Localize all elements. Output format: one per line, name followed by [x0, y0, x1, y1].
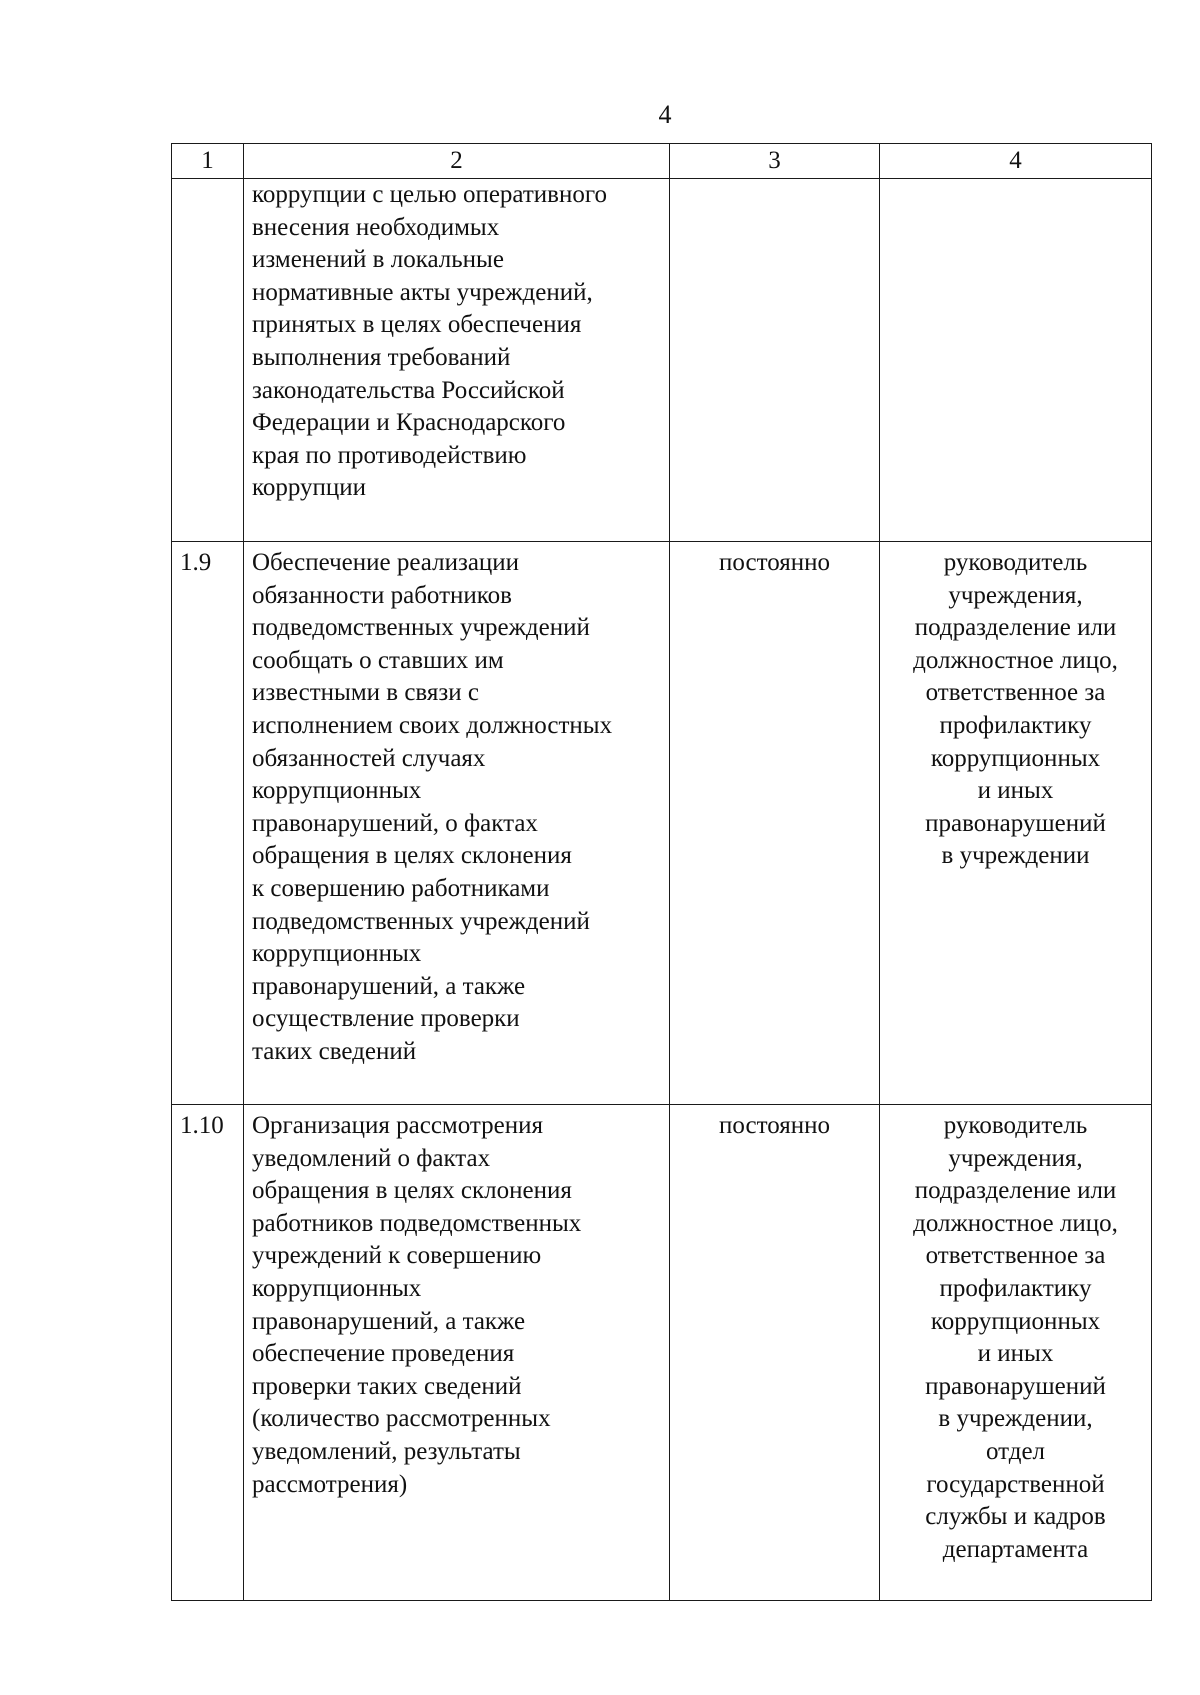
responsible-line: и иных	[977, 777, 1054, 805]
description-line: выполнения требований	[252, 343, 511, 371]
responsible-line: учреждения,	[948, 1144, 1083, 1172]
description-line: подведомственных учреждений	[252, 614, 590, 642]
header-cell-2: 2	[244, 144, 670, 179]
row-responsible	[880, 1105, 1152, 1601]
responsible-line: должностное лицо,	[913, 1209, 1118, 1237]
description-line: подведомственных учреждений	[252, 907, 590, 935]
description-line: коррупции с целью оперативного	[252, 181, 607, 208]
description-line: законодательства Российской	[252, 376, 565, 404]
responsible-line: ответственное за	[925, 1242, 1106, 1270]
responsible-line: коррупционных	[930, 744, 1101, 772]
row-number: 1.9	[172, 542, 244, 1105]
description-line: Обеспечение реализации	[252, 549, 520, 576]
description-line: к совершению работниками	[252, 874, 550, 902]
description-line: уведомлений, результаты	[252, 1437, 521, 1465]
row-description	[244, 179, 670, 542]
table-row	[172, 1105, 1152, 1601]
responsible-line: службы и кадров	[925, 1503, 1106, 1531]
description-line: принятых в целях обеспечения	[252, 311, 582, 339]
row-term: постоянно	[670, 542, 880, 1105]
responsible-line: коррупционных	[930, 1307, 1101, 1335]
responsible-line: в учреждении,	[938, 1405, 1093, 1433]
description-line: работников подведомственных	[252, 1209, 582, 1237]
responsible-line: руководитель	[943, 549, 1088, 576]
description-line: коррупционных	[252, 1274, 422, 1302]
table-row	[172, 542, 1152, 1105]
description-line: Федерации и Краснодарского	[252, 409, 566, 437]
description-line: внесения необходимых	[252, 213, 500, 241]
description-line: обращения в целях склонения	[252, 1177, 572, 1205]
description-line: обязанности работников	[252, 581, 512, 609]
description-line: правонарушений, а также	[252, 972, 526, 1000]
description-line: края по противодействию	[252, 441, 527, 469]
description-line: коррупционных	[252, 940, 422, 968]
responsible-line: подразделение или	[914, 614, 1117, 642]
header-cell-3: 3	[670, 144, 880, 179]
responsible-line: ответственное за	[925, 679, 1106, 707]
description-line: коррупционных	[252, 777, 422, 805]
table-row	[172, 179, 1152, 542]
responsible-line: правонарушений	[925, 1372, 1106, 1400]
header-cell-4: 4	[880, 144, 1152, 179]
responsible-line: в учреждении	[941, 842, 1090, 870]
plan-table	[171, 143, 1152, 1601]
page-number: 4	[658, 100, 672, 129]
row-term: постоянно	[670, 1105, 880, 1601]
row-description	[244, 542, 670, 1105]
description-line: таких сведений	[252, 1037, 417, 1065]
description-line: коррупции	[252, 474, 367, 502]
description-line: учреждений к совершению	[252, 1242, 542, 1270]
description-line: обращения в целях склонения	[252, 842, 572, 870]
responsible-line: руководитель	[943, 1112, 1088, 1139]
description-line: проверки таких сведений	[252, 1372, 522, 1400]
row-term	[670, 179, 880, 542]
responsible-line: профилактику	[939, 711, 1092, 739]
description-line: сообщать о ставших им	[252, 646, 504, 674]
row-responsible	[880, 179, 1152, 542]
description-line: осуществление проверки	[252, 1005, 520, 1033]
table-header-row	[172, 144, 1152, 179]
description-line: исполнением своих должностных	[252, 711, 613, 739]
responsible-line: и иных	[977, 1340, 1054, 1368]
description-line: известными в связи с	[252, 679, 480, 707]
description-line: уведомлений о фактах	[252, 1144, 491, 1172]
description-line: правонарушений, о фактах	[252, 809, 538, 837]
responsible-line: правонарушений	[925, 809, 1106, 837]
responsible-line: должностное лицо,	[913, 646, 1118, 674]
responsible-line: профилактику	[939, 1274, 1092, 1302]
description-line: (количество рассмотренных	[252, 1405, 551, 1433]
responsible-line: департамента	[942, 1535, 1089, 1563]
description-line: правонарушений, а также	[252, 1307, 526, 1335]
responsible-line: отдел	[985, 1437, 1046, 1465]
description-line: нормативные акты учреждений,	[252, 278, 593, 306]
responsible-line: учреждения,	[948, 581, 1083, 609]
header-cell-1: 1	[172, 144, 244, 179]
description-line: обеспечение проведения	[252, 1340, 515, 1368]
description-line: изменений в локальные	[252, 246, 504, 274]
responsible-line: государственной	[926, 1470, 1105, 1498]
row-number: 1.10	[172, 1105, 244, 1601]
description-line: Организация рассмотрения	[252, 1112, 544, 1139]
row-responsible	[880, 542, 1152, 1105]
description-line: рассмотрения)	[252, 1470, 408, 1498]
responsible-line: подразделение или	[914, 1177, 1117, 1205]
row-description	[244, 1105, 670, 1601]
row-number	[172, 179, 244, 542]
description-line: обязанностей случаях	[252, 744, 486, 772]
